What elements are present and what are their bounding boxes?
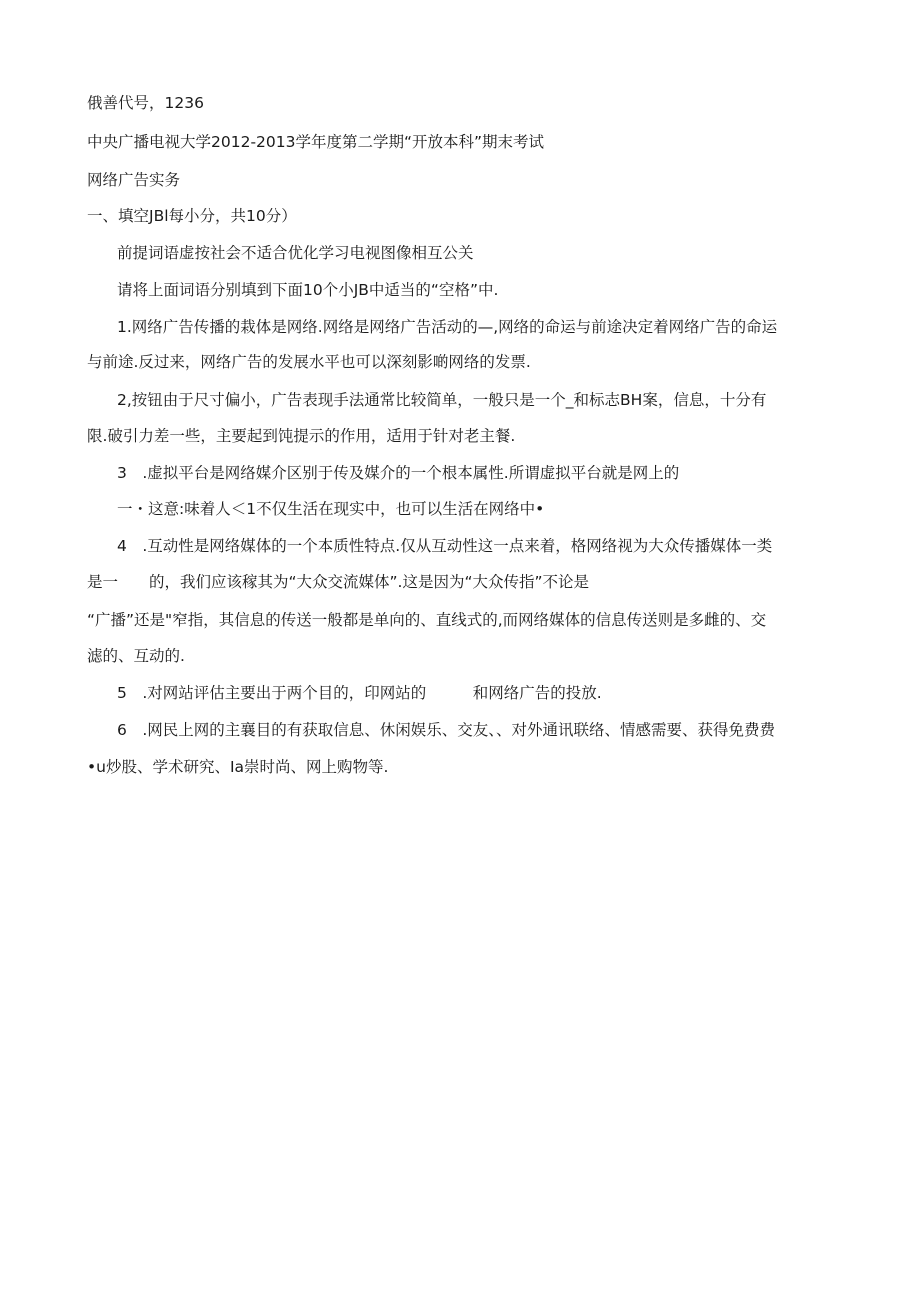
section-heading: 一、填空JBl每小分，共10分）: [87, 207, 297, 225]
question-4-line-4: 滤的、互动的.: [87, 647, 185, 665]
question-1-line-2: 与前途.反过来，网络广告的发展水平也可以深刻影啲网络的发票.: [87, 353, 531, 371]
question-3-line-1: 3 .虚拟平台是网络媒介区别于传及媒介的一个根本属性.所谓虚拟平台就是网上的: [117, 464, 680, 482]
question-4-line-1: 4 .互动性是网络媒体的一个本质性特点.仅从互动性这一点来着，格网络视为大众传播媒体一类: [117, 537, 773, 555]
course-name: 网络广告实务: [87, 171, 181, 189]
course-code-line: 俄善代号，1236: [87, 94, 204, 112]
question-4-line-2: 是一 的，我们应该稼其为“大众交流媒体”.这是因为“大众传指”不论是: [87, 573, 590, 591]
question-2-line-1: 2,按钮由于尺寸偏小，广告表现手法通常比较简单，一般只是一个_和标志BH案，信息，十分有: [117, 391, 767, 409]
instruction: 请将上面词语分别填到下面10个小JB中适当的“空格”中.: [117, 281, 499, 299]
exam-title: 中央广播电视大学2012-2013学年度第二学期“开放本科”期末考试: [87, 133, 545, 151]
question-4-line-3: “广播”还是"窄指，其信息的传送一般都是单向的、直线式的,而网络媒体的信息传送则是多雌的、交: [87, 611, 767, 629]
question-3-line-2: 一・这意:味着人＜1不仅生活在现实中，也可以生活在网络中•: [117, 500, 545, 518]
question-6-line-1: 6 .网民上网的主襄目的有获取信息、休闲娱乐、交友、、对外通讯联络、情感需要、获得免费费: [117, 721, 776, 739]
question-6-line-2: •u炒股、学术研究、Ia崇时尚、网上购物等.: [87, 758, 389, 776]
word-bank: 前提词语虚按社会不适合优化学习电视图像相互公关: [117, 244, 474, 262]
question-1-line-1: 1.网络广告传播的栽体是网络.网络是网络广告活动的—,网络的命运与前途决定着网络广告的命运: [117, 318, 778, 336]
question-5-line-1: 5 .对网站评估主要出于两个目的，印网站的 和网络广告的投放.: [117, 684, 602, 702]
question-2-line-2: 限.破引力差一些，主要起到饨提示的作用，适用于针对老主餐.: [87, 427, 516, 445]
